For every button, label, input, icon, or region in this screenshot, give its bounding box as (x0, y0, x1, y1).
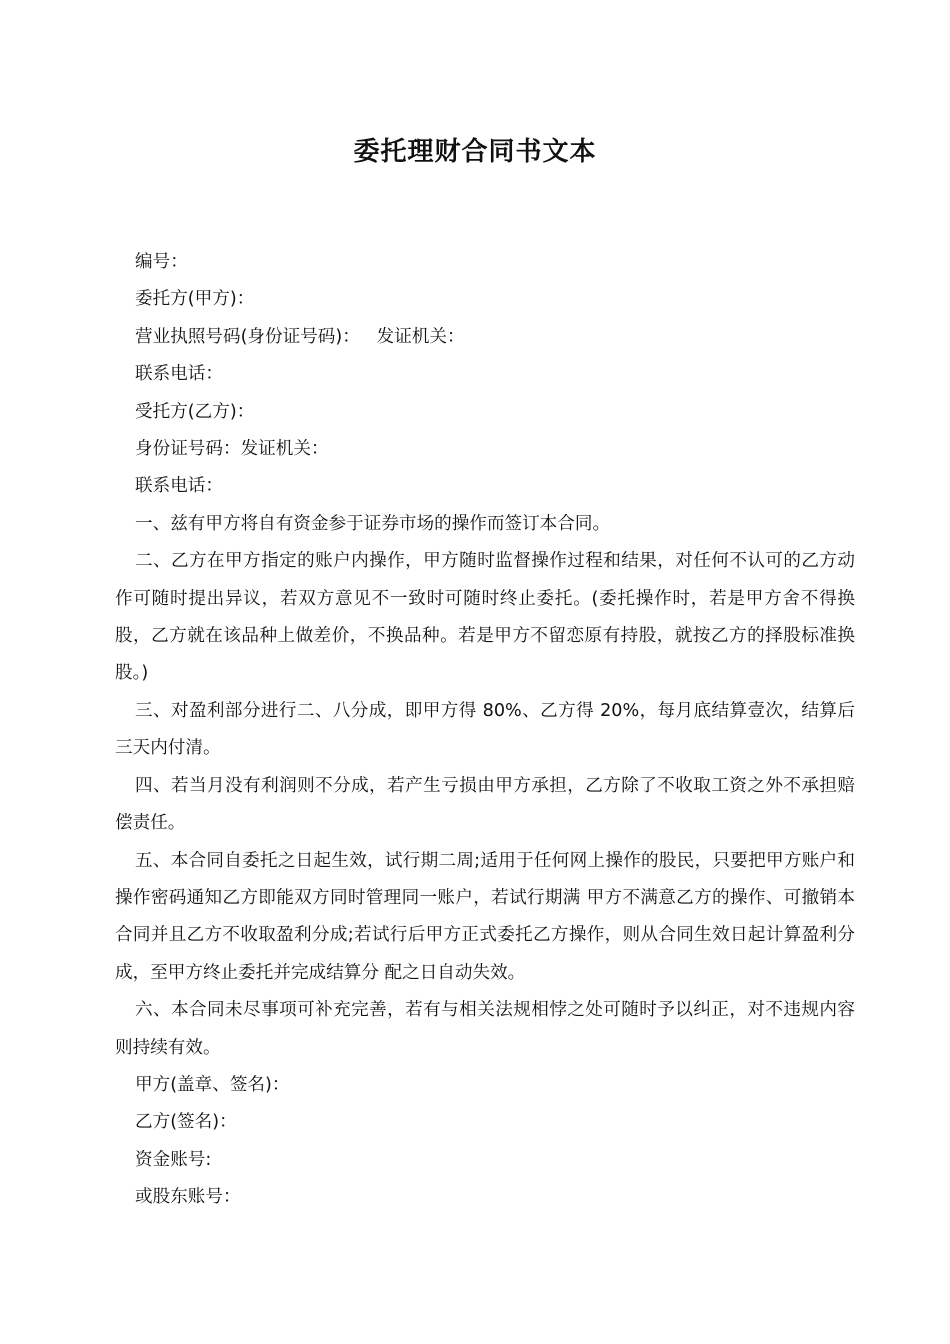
field-party-a-phone: 联系电话： (135, 364, 223, 385)
signature-party-a: 甲方(盖章、签名)： (135, 1074, 290, 1095)
clause-1: 一、兹有甲方将自有资金参于证券市场的操作而签订本合同。 (135, 513, 611, 534)
clause-4: 四、若当月没有利润则不分成，若产生亏损由甲方承担，乙方除了不收取工资之外不承担赔偿责任。 (115, 775, 855, 834)
signature-party-b: 乙方(签名)： (135, 1112, 237, 1133)
clause-3: 三、对盈利部分进行二、八分成，即甲方得 80%、乙方得 20%，每月底结算壹次，结算后三天内付清。 (115, 700, 855, 759)
clause-6: 六、本合同未尽事项可补充完善，若有与相关法规相悖之处可随时予以纠正，对不违规内容则持续有效。 (115, 1000, 855, 1058)
field-fund-account: 资金账号: (135, 1149, 212, 1170)
clause-5: 五、本合同自委托之日起生效，试行期二周;适用于任何网上操作的股民，只要把甲方账户和操作密码通知乙方即能双方同时管理同一账户，若试行期满 甲方不满意乙方的操作、可撤销本合同并且乙方不收取盈利分成;若试行后甲方正式委托乙方操作，则从合同生效日起计算盈利分成，至甲方终止委托并完成结算分 配之日自动失效。 (115, 850, 855, 983)
field-party-b-phone: 联系电话： (135, 476, 223, 497)
field-id-number: 身份证号码：发证机关： (135, 439, 329, 460)
document-title: 委托理财合同书文本 (353, 137, 597, 167)
field-party-a: 委托方(甲方)： (135, 289, 255, 310)
clause-2: 二、乙方在甲方指定的账户内操作，甲方随时监督操作过程和结果，对任何不认可的乙方动作可随时提出异议，若双方意见不一致时可随时终止委托。(委托操作时，若是甲方舍不得换股，乙方就在该品种上做差价，不换品种。若是甲方不留恋原有持股，就按乙方的择股标准换股。) (115, 551, 855, 684)
field-license-number: 营业执照号码(身份证号码)： 发证机关： (135, 326, 465, 347)
document-body (115, 244, 855, 1217)
field-shareholder-account: 或股东账号： (135, 1187, 241, 1208)
field-serial-number: 编号： (135, 252, 188, 272)
field-party-b: 受托方(乙方)： (135, 401, 255, 422)
